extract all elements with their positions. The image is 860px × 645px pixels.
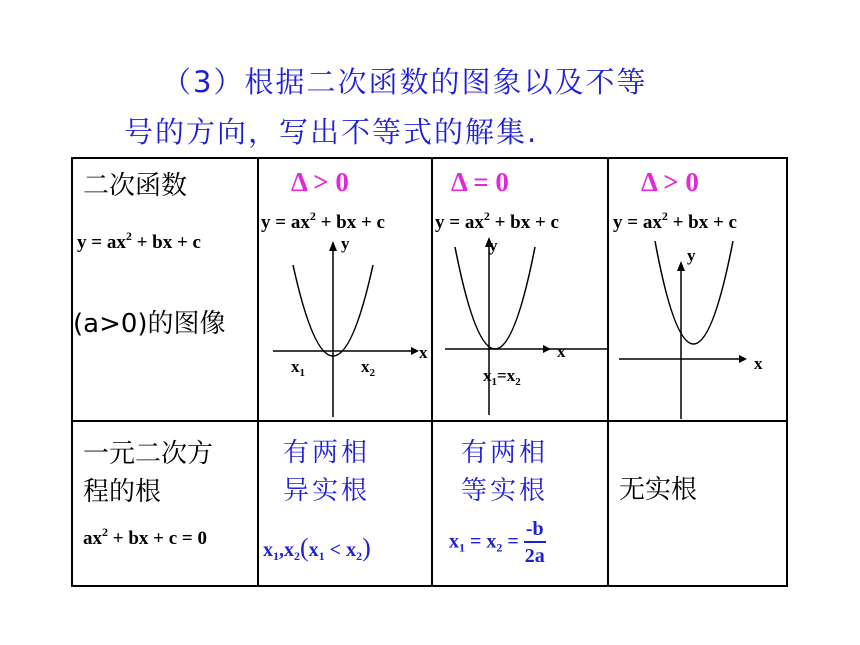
graph2-x-label: x [557,342,566,361]
comparison-table [71,157,788,587]
graph3-x-label: x [754,354,763,373]
two-equal-roots-line2: 等实根 [461,476,549,506]
delta-label-1: Δ > 0 [291,167,349,197]
graph1-y-label: y [341,234,350,253]
row2-header-formula: $ax^2$ + bx + c = 0 [83,525,207,549]
graph1-x-label: x [419,343,428,362]
row1-header-line1: 二次函数 [83,171,188,201]
graph2-parabola-double-root [433,229,607,419]
row2-header-line2: 程的根 [83,477,162,507]
graph1-root1: $x_1$ [291,357,305,379]
graph3-y-label: y [687,246,696,265]
table-border-bottom [71,585,788,587]
graph3-formula: $y = ax^2$ + bx + c [613,209,737,233]
fraction-neg-b-over-2a: $\frac{-b}{2a}$ [524,518,545,567]
graph2-y-label: y [489,236,498,255]
distinct-roots-solution: $x_1,x_2(x_1 < x_2)$ [263,533,371,563]
graph3-parabola-no-root [609,229,786,419]
table-border-left [71,157,73,587]
two-equal-roots-line1: 有两相 [461,438,549,468]
row1-header-line3: (a>0)的图像 [73,309,226,339]
no-real-roots: 无实根 [619,475,698,505]
row2-header-line1: 一元二次方 [83,439,214,469]
table-border-top [71,157,788,159]
two-distinct-roots-line1: 有两相 [283,438,371,468]
title-line-2: 号的方向，写出不等式的解集. [124,115,539,149]
delta-label-3: Δ > 0 [641,167,699,197]
table-border-right [786,157,788,587]
title-line-1: （3）根据二次函数的图象以及不等 [162,65,648,99]
graph1-parabola-two-roots [259,229,431,419]
two-distinct-roots-line2: 异实根 [283,476,371,506]
graph2-formula: $y = ax^2$ + bx + c [435,209,559,233]
row1-header-formula: $y = ax^2$ + bx + c [77,229,201,253]
table-border-middle [71,420,788,422]
delta-label-2: Δ = 0 [451,167,509,197]
graph1-root2: $x_2$ [361,357,375,379]
graph2-double-root: $x_1=x_2$ [483,366,521,388]
equal-roots-solution: $x_1 = x_2$ = $\frac{-b}{2a}$ [449,518,545,567]
graph1-formula: $y = ax^2$ + bx + c [261,209,385,233]
